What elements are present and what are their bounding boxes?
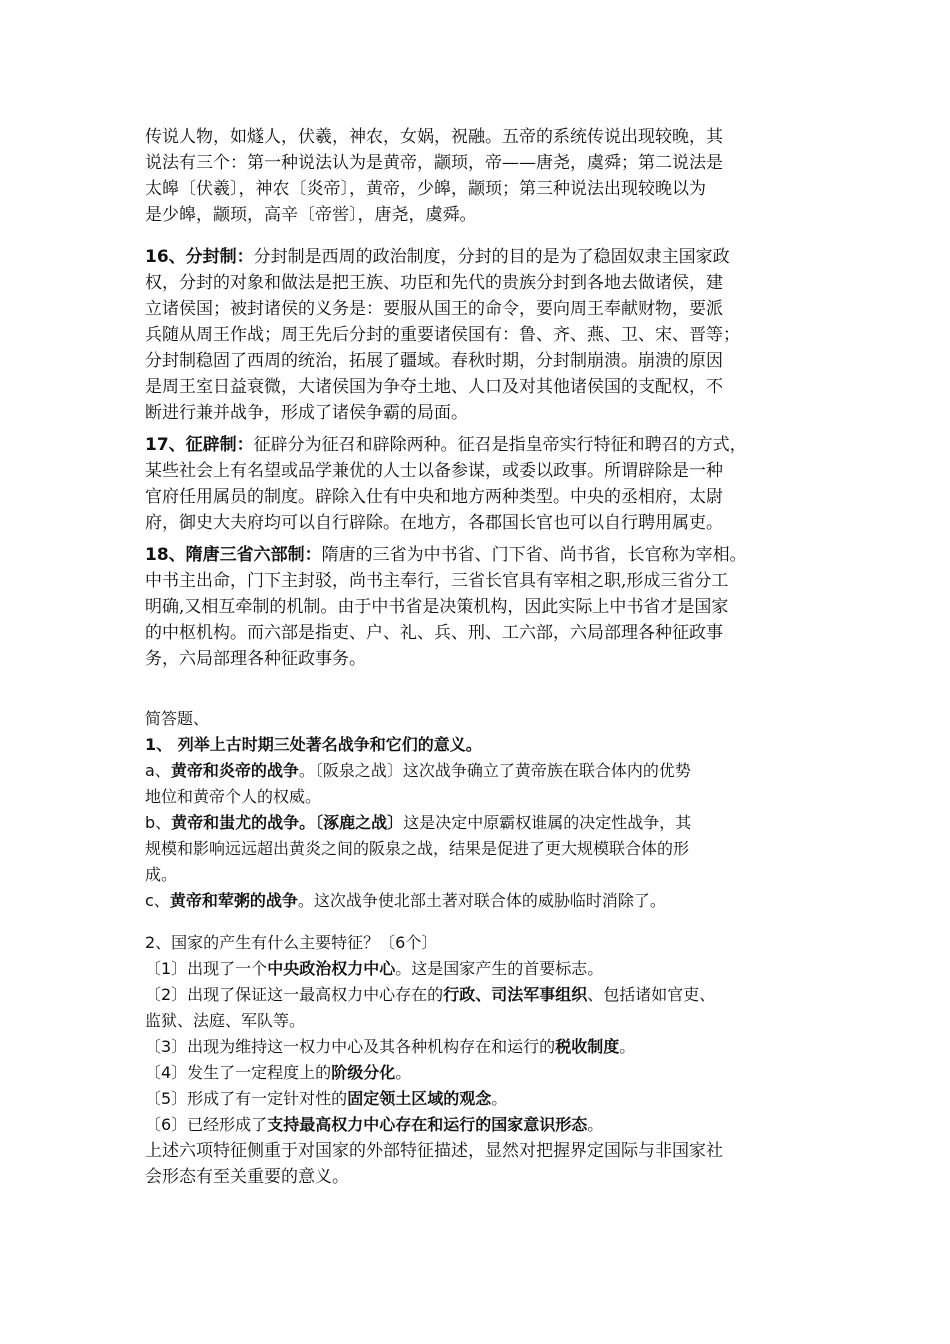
- feature-bold: 固定领土区域的观念: [347, 1089, 492, 1108]
- text-span: 。: [491, 1089, 508, 1108]
- answer-label: b、: [145, 813, 172, 832]
- text-line: 成。: [145, 865, 178, 884]
- question-1-title: 1、 列举上古时期三处著名战争和它们的意义。: [145, 735, 482, 754]
- title-colon: ：: [236, 435, 254, 455]
- feature-4: [145, 1060, 825, 1086]
- text-span: 分封制是西周的政治制度，分封的目的是为了稳固奴隶主国家政: [253, 247, 730, 267]
- answer-bold: 黄帝和炎帝的战争: [170, 761, 299, 780]
- answer-c: [145, 888, 825, 914]
- text-span: 。这是国家产生的首要标志。: [395, 959, 604, 978]
- title-colon: ：: [236, 247, 254, 267]
- title-colon: ：: [304, 545, 322, 565]
- text-line: 权，分封的对象和做法是把王族、功臣和先代的贵族分封到各地去做诸侯，建: [145, 273, 723, 293]
- text-line: 某些社会上有名望或品学兼优的人士以备参谋，或委以政事。所谓辟除是一种: [145, 461, 723, 481]
- answer-bold: 黄帝和荤粥的战争: [169, 891, 298, 910]
- feature-bold: 支持最高权力中心存在和运行的国家意识形态: [267, 1115, 588, 1134]
- text-line: 说法有三个：第一种说法认为是黄帝，颛顼，帝——唐尧，虞舜；第二说法是: [145, 153, 723, 173]
- text-span: 隋唐的三省为中书省、门下省、尚书省，长官称为宰相。: [321, 545, 747, 565]
- text-span: 〔5〕形成了有一定针对性的: [145, 1089, 348, 1108]
- text-span: 。: [619, 1037, 636, 1056]
- feature-3: [145, 1034, 825, 1060]
- text-span: 。: [395, 1063, 412, 1082]
- section-17: [145, 432, 825, 536]
- feature-bold: 税收制度: [555, 1037, 620, 1056]
- section-18-title: 18、隋唐三省六部制: [145, 545, 305, 565]
- section-17-title: 17、征辟制: [145, 435, 237, 455]
- section-18-first-line: [145, 542, 825, 568]
- question-2: [145, 930, 825, 1190]
- text-line: 的中枢机构。而六部是指吏、户、礼、兵、刑、工六部，六局部理各种征政事: [145, 623, 723, 643]
- answer-label: a、: [145, 761, 171, 780]
- section-18: [145, 542, 825, 672]
- text-line: 务，六局部理各种征政事务。: [145, 649, 366, 669]
- question-2-title: 2、国家的产生有什么主要特征？〔6个〕: [145, 933, 438, 952]
- summary-line: 上述六项特征侧重于对国家的外部特征描述，显然对把握界定国际与非国家社: [145, 1141, 723, 1161]
- text-span: 〔6〕已经形成了: [145, 1115, 268, 1134]
- text-span: 、包括诸如官吏、: [587, 985, 716, 1004]
- short-answer-heading: 简答题、: [145, 709, 210, 728]
- answer-label: c、: [145, 891, 170, 910]
- text-line: 断进行兼并战争，形成了诸侯争霸的局面。: [145, 403, 468, 423]
- answer-bold: 黄帝和蚩尤的战争。〔涿鹿之战〕: [171, 813, 404, 832]
- text-line: 传说人物，如燧人，伏羲，神农，女娲，祝融。五帝的系统传说出现较晚，其: [145, 127, 723, 147]
- text-line: 官府任用属员的制度。辟除入仕有中央和地方两种类型。中央的丞相府，太尉: [145, 487, 723, 507]
- text-line: 太皞〔伏羲〕，神农〔炎帝〕，黄帝，少皞，颛顼；第三种说法出现较晚以为: [145, 179, 706, 199]
- answer-text: 。这次战争使北部土著对联合体的威胁临时消除了。: [297, 891, 666, 910]
- section-16-first-line: [145, 244, 825, 270]
- section-16: [145, 244, 825, 426]
- feature-1: [145, 956, 825, 982]
- text-line: 明确,又相互牵制的机制。由于中书省是决策机构，因此实际上中书省才是国家: [145, 597, 729, 617]
- answer-text: 。〔阪泉之战〕这次战争确立了黄帝族在联合体内的优势: [298, 761, 691, 780]
- text-span: 〔3〕出现为维持这一权力中心及其各种机构存在和运行的: [145, 1037, 556, 1056]
- intro-paragraph: [145, 124, 825, 228]
- text-line: 监狱、法庭、军队等。: [145, 1011, 306, 1030]
- text-line: 分封制稳固了西周的统治，拓展了疆域。春秋时期，分封制崩溃。崩溃的原因: [145, 351, 723, 371]
- text-line: 是周王室日益衰微，大诸侯国为争夺土地、人口及对其他诸侯国的支配权，不: [145, 377, 723, 397]
- feature-bold: 中央政治权力中心: [267, 959, 396, 978]
- text-line: 地位和黄帝个人的权威。: [145, 787, 322, 806]
- text-line: 兵随从周王作战；周王先后分封的重要诸侯国有：鲁、齐、燕、卫、宋、晋等；: [145, 325, 740, 345]
- feature-bold: 阶级分化: [331, 1063, 396, 1082]
- text-line: 府，御史大夫府均可以自行辟除。在地方，各郡国长官也可以自行聘用属吏。: [145, 513, 723, 533]
- text-line: 是少皞，颛顼，高辛〔帝喾〕，唐尧，虞舜。: [145, 205, 477, 225]
- text-line: 立诸侯国；被封诸侯的义务是：要服从国王的命令，要向周王奉献财物，要派: [145, 299, 723, 319]
- text-span: 。: [587, 1115, 604, 1134]
- feature-6: [145, 1112, 825, 1138]
- answer-a: [145, 758, 825, 784]
- summary-line: 会形态有至关重要的意义。: [145, 1167, 349, 1187]
- feature-5: [145, 1086, 825, 1112]
- text-span: 〔4〕发生了一定程度上的: [145, 1063, 332, 1082]
- feature-2: [145, 982, 825, 1008]
- text-line: 中书主出命，门下主封驳，尚书主奉行，三省长官具有宰相之职,形成三省分工: [145, 571, 729, 591]
- text-span: 征辟分为征召和辟除两种。征召是指皇帝实行特征和聘召的方式，: [253, 435, 747, 455]
- section-16-title: 16、分封制: [145, 247, 237, 267]
- text-line: 规模和影响远远超出黄炎之间的阪泉之战，结果是促进了更大规模联合体的形: [145, 839, 690, 858]
- short-answer-section: [145, 706, 825, 914]
- feature-bold: 行政、司法军事组织: [443, 985, 588, 1004]
- section-17-first-line: [145, 432, 825, 458]
- text-span: 〔1〕出现了一个: [145, 959, 268, 978]
- answer-b: [145, 810, 825, 836]
- text-span: 〔2〕出现了保证这一最高权力中心存在的: [145, 985, 444, 1004]
- answer-text: 这是决定中原霸权谁属的决定性战争，其: [403, 813, 692, 832]
